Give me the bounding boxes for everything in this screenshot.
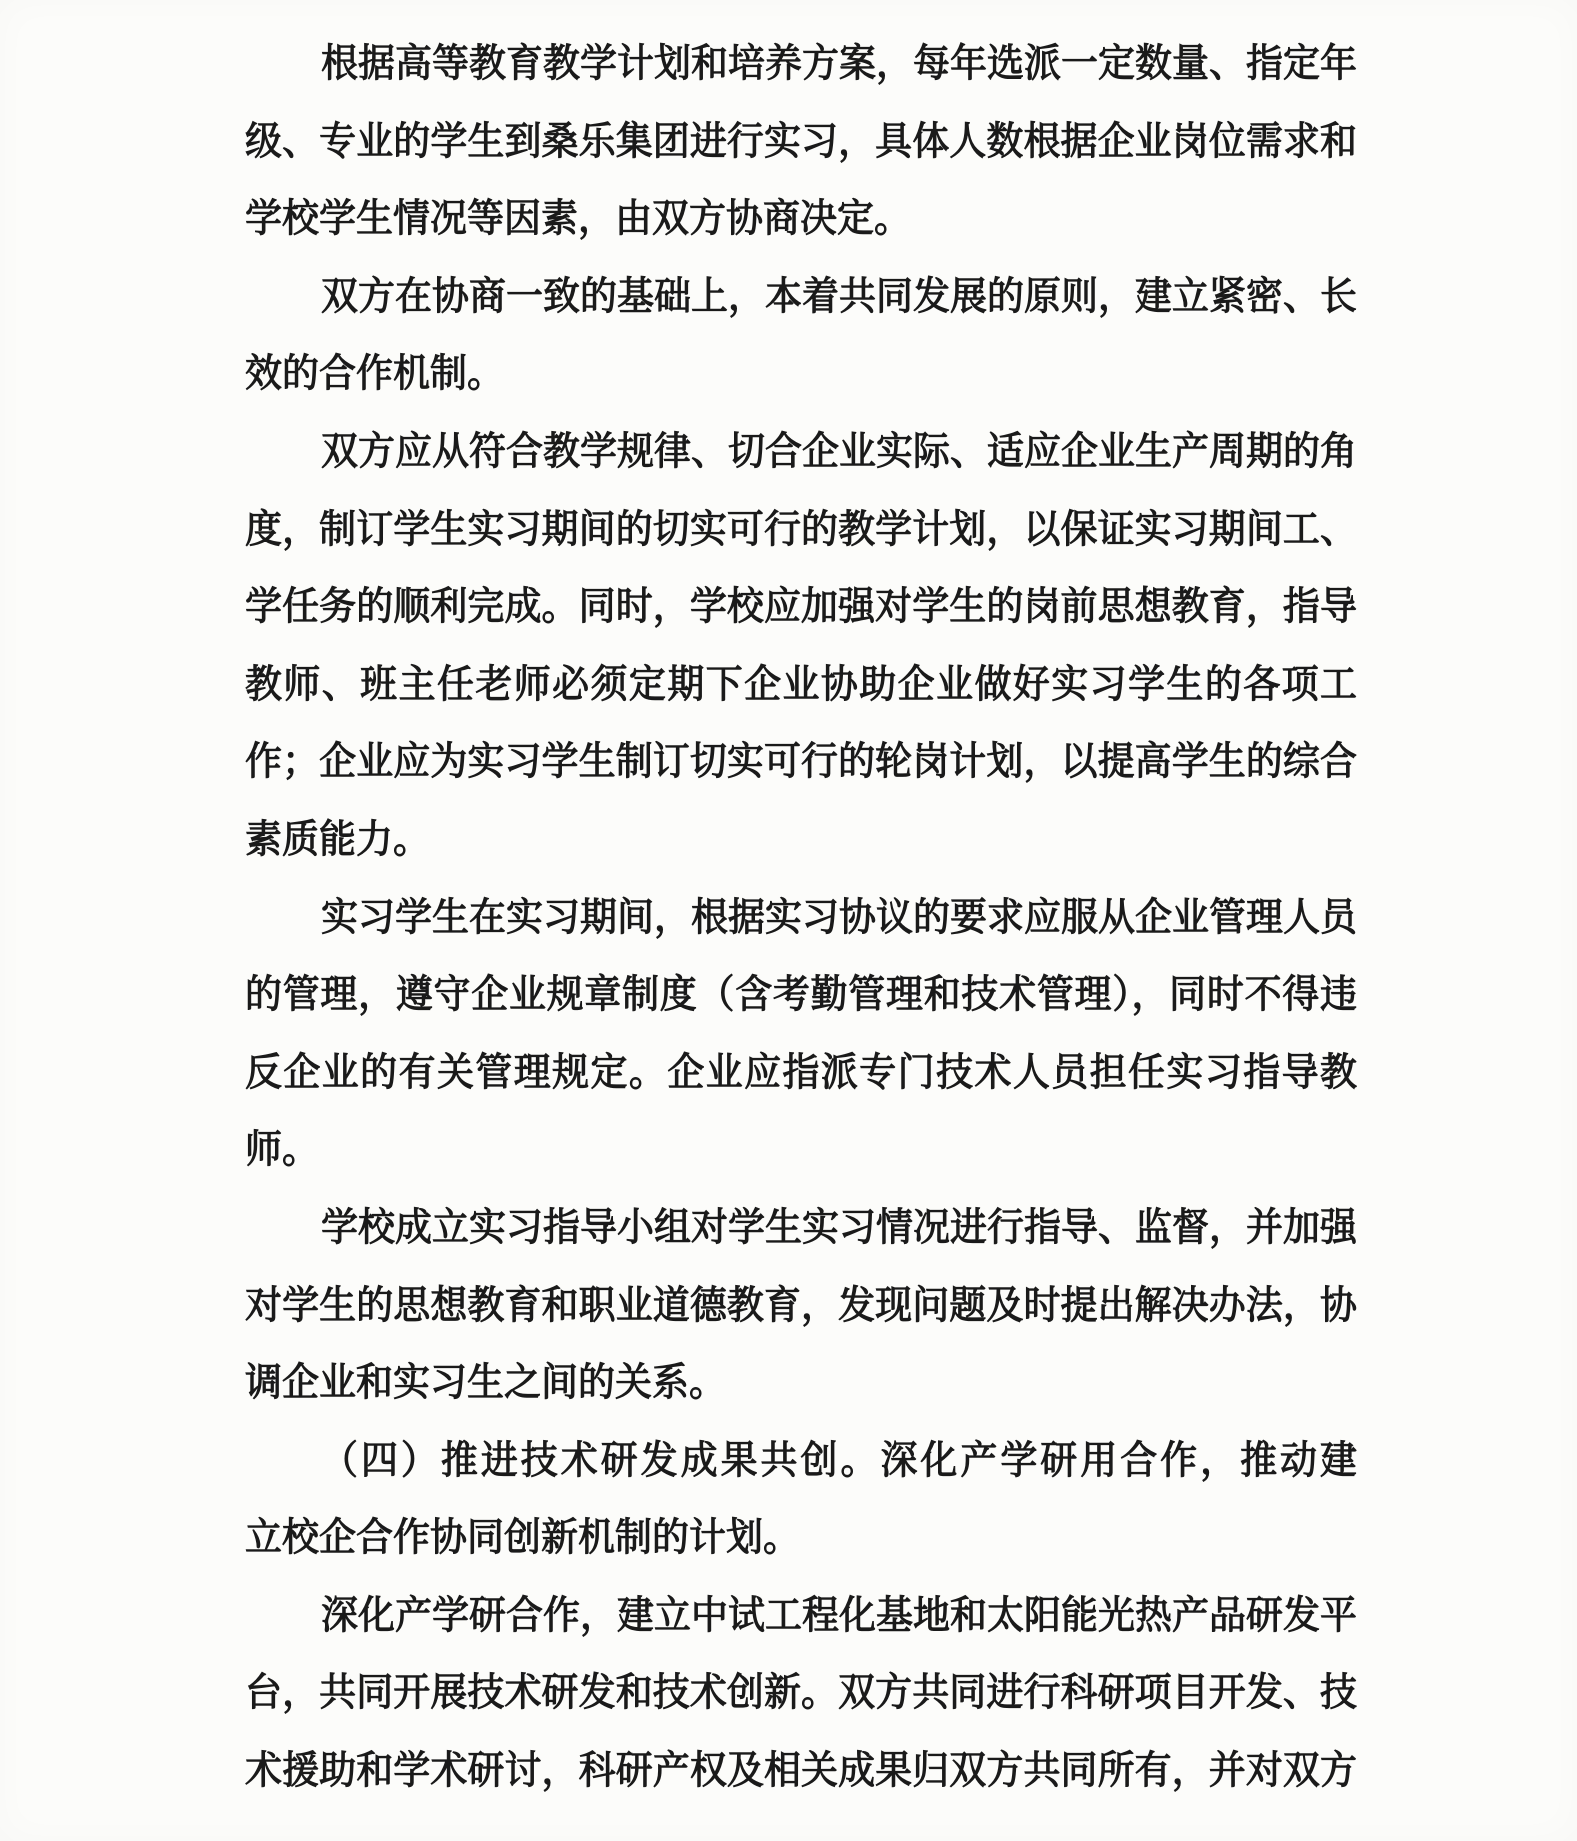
text-line: 对学生的思想教育和职业道德教育，发现问题及时提出解决办法，协 [245, 1283, 1357, 1327]
paragraph [245, 1189, 1357, 1422]
text-line: 立校企合作协同创新机制的计划。 [245, 1516, 800, 1560]
text-line: 度，制订学生实习期间的切实可行的教学计划，以保证实习期间工、 [245, 507, 1357, 551]
paragraph [245, 879, 1357, 1189]
text-line: （四）推进技术研发成果共创。深化产学研用合作，推动建 [321, 1438, 1357, 1482]
text-line: 学校学生情况等因素，由双方协商决定。 [245, 196, 911, 241]
text-line: 反企业的有关管理规定。企业应指派专门技术人员担任实习指导教 [245, 1050, 1357, 1094]
text-line: 术援助和学术研讨，科研产权及相关成果归双方共同所有，并对双方 [245, 1748, 1357, 1793]
text-line: 师。 [245, 1128, 319, 1172]
text-line: 作；企业应为实习学生制订切实可行的轮岗计划，以提高学生的综合 [245, 740, 1357, 784]
text-line: 根据高等教育教学计划和培养方案，每年选派一定数量、指定年 [321, 41, 1357, 86]
paragraph [245, 25, 1357, 258]
text-line: 双方在协商一致的基础上，本着共同发展的原则，建立紧密、长 [321, 274, 1357, 318]
text-line: 调企业和实习生之间的关系。 [245, 1360, 726, 1405]
text-line: 级、专业的学生到桑乐集团进行实习，具体人数根据企业岗位需求和 [245, 119, 1357, 163]
paragraph [245, 1422, 1357, 1577]
text-line: 学校成立实习指导小组对学生实习情况进行指导、监督，并加强 [321, 1205, 1357, 1250]
document-body [245, 25, 1357, 1810]
text-line: 深化产学研合作，建立中试工程化基地和太阳能光热产品研发平 [321, 1593, 1357, 1638]
paragraph [245, 258, 1357, 413]
paragraph [245, 1577, 1357, 1810]
text-line: 效的合作机制。 [245, 352, 504, 396]
text-line: 的管理，遵守企业规章制度（含考勤管理和技术管理），同时不得违 [245, 972, 1357, 1017]
text-line: 台，共同开展技术研发和技术创新。双方共同进行科研项目开发、技 [245, 1671, 1357, 1715]
paragraph [245, 413, 1357, 879]
text-line: 实习学生在实习期间，根据实习协议的要求应服从企业管理人员 [321, 895, 1357, 939]
text-line: 学任务的顺利完成。同时，学校应加强对学生的岗前思想教育，指导 [245, 584, 1357, 629]
text-line: 素质能力。 [245, 817, 430, 862]
text-line: 双方应从符合教学规律、切合企业实际、适应企业生产周期的角 [321, 429, 1357, 474]
text-line: 教师、班主任老师必须定期下企业协助企业做好实习学生的各项工 [245, 662, 1357, 706]
